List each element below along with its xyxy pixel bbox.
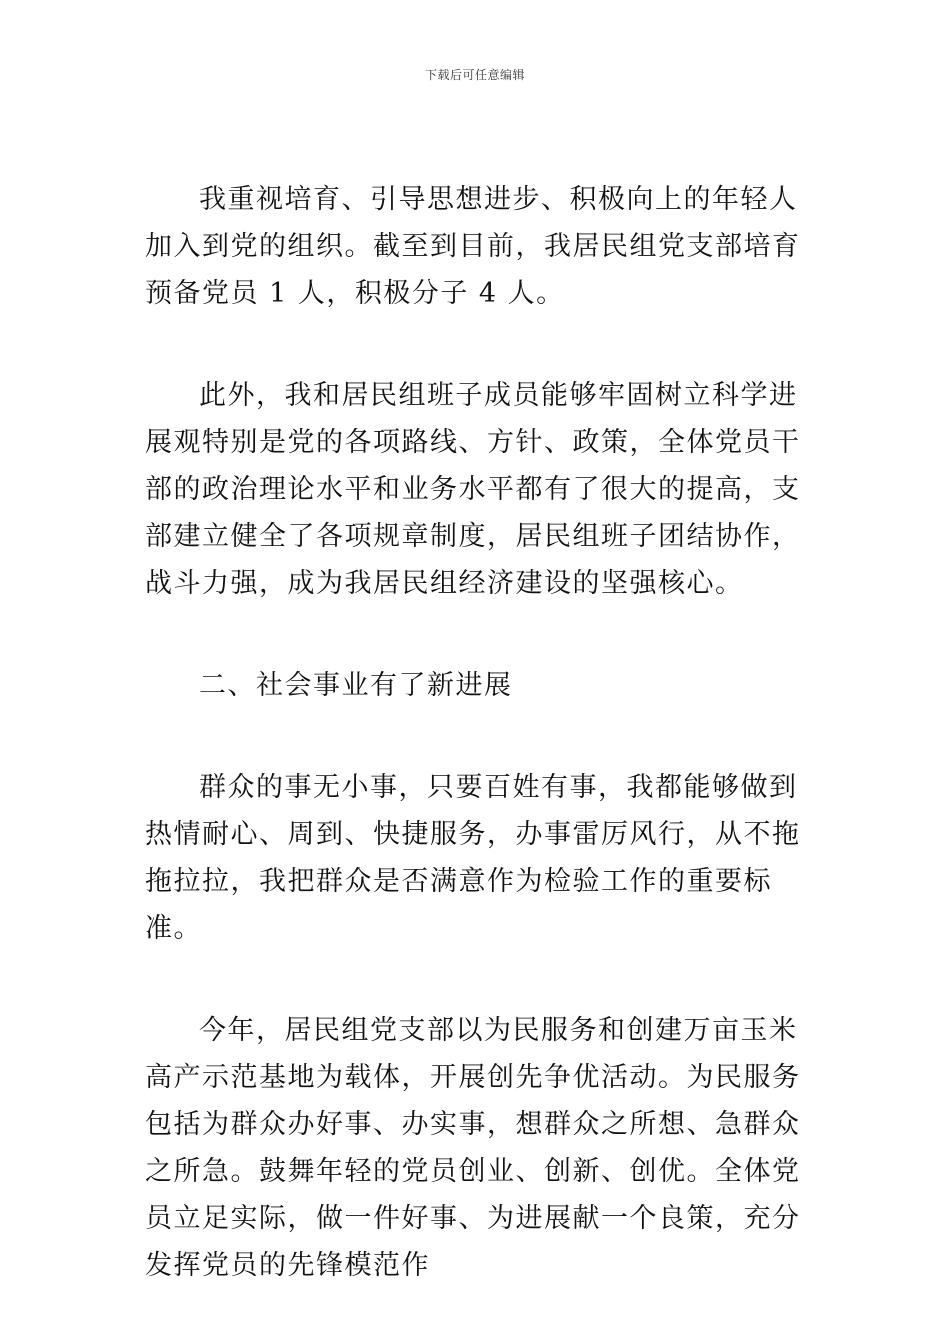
document-body bbox=[145, 176, 805, 1344]
paragraph-leadership: 此外，我和居民组班子成员能够牢固树立科学进展观特别是党的各项路线、方针、政策，全体党员干部的政治理论水平和业务水平都有了很大的提高，支部建立健全了各项规章制度，居民组班子团结协作，战斗力强，成为我居民组经济建设的坚强核心。 bbox=[145, 380, 801, 599]
paragraph-service: 群众的事无小事，只要百姓有事，我都能够做到热情耐心、周到、快捷服务，办事雷厉风行，从不拖拖拉拉，我把群众是否满意作为检验工作的重要标准。 bbox=[145, 772, 801, 944]
paragraph-activities: 今年，居民组党支部以为民服务和创建万亩玉米高产示范基地为载体，开展创先争优活动。为民服务包括为群众办好事、办实事，想群众之所想、急群众之所急。鼓舞年轻的党员创业、创新、创优。全体党员立足实际，做一件好事、为进展献一个良策，充分发挥党员的先锋模范作 bbox=[145, 1015, 801, 1281]
section-heading: 二、社会事业有了新进展 bbox=[199, 670, 513, 701]
paragraph-party-members: 我重视培育、引导思想进步、积极向上的年轻人加入到党的组织。截至到目前，我居民组党支部培育预备党员 1 人，积极分子 4 人。 bbox=[145, 184, 801, 309]
header-note: 下载后可任意编辑 bbox=[424, 68, 525, 82]
